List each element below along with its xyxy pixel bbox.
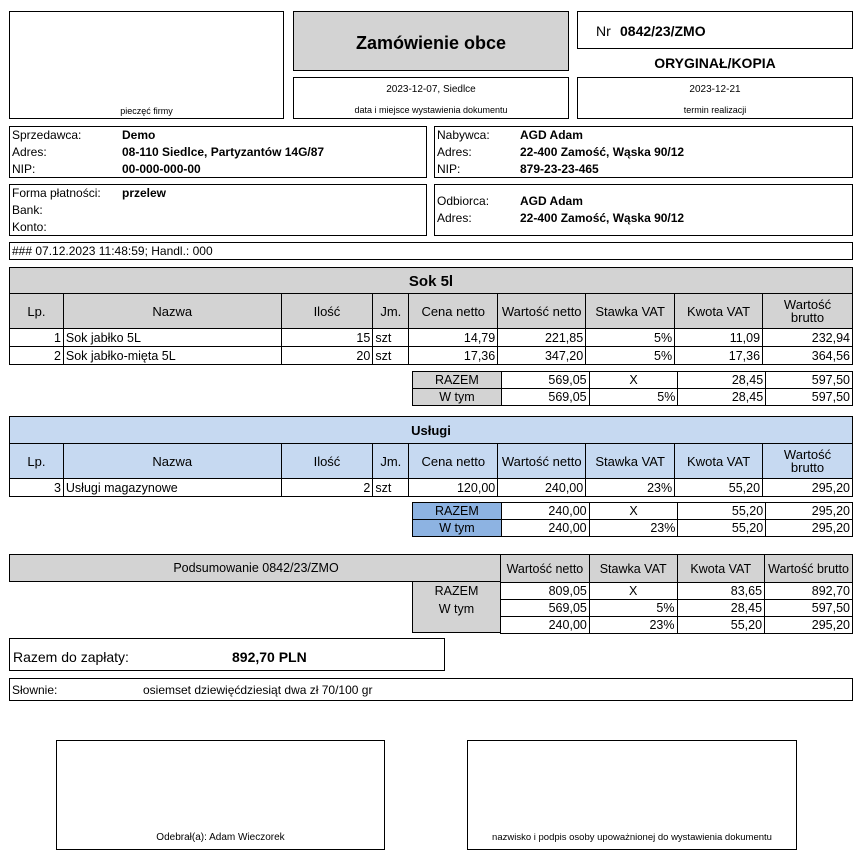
razem-gross: 597,50 — [766, 372, 853, 389]
summary-vat: 55,20 — [677, 617, 765, 634]
wtym-gross: 295,20 — [766, 520, 853, 537]
summary-col-rate: Stawka VAT — [589, 555, 677, 583]
buyer-label: Nabywca: — [437, 128, 490, 142]
document-number: 0842/23/ZMO — [620, 23, 706, 39]
cell-qty: 15 — [281, 329, 373, 347]
col-lp: Lp. — [10, 444, 64, 479]
summary-net: 240,00 — [501, 617, 590, 634]
cell-qty: 2 — [281, 479, 373, 497]
issue-label: data i miejsce wystawienia dokumentu — [354, 105, 508, 115]
seller-nip-label: NIP: — [12, 162, 36, 176]
summary-table — [500, 554, 853, 634]
section2-totals — [412, 502, 853, 537]
cell-name: Sok jabłko-mięta 5L — [63, 347, 281, 365]
authorized-signature-box — [467, 740, 797, 850]
to-pay-label: Razem do zapłaty: — [13, 649, 129, 665]
document-title: Zamówienie obce — [355, 33, 507, 53]
col-gross-line2: brutto — [790, 460, 825, 475]
summary-row — [501, 600, 853, 617]
due-label: termin realizacji — [683, 105, 747, 115]
summary-net: 569,05 — [501, 600, 590, 617]
summary-col-net: Wartość netto — [501, 555, 590, 583]
payment-method-label: Forma płatności: — [12, 186, 101, 200]
col-qty: Ilość — [281, 294, 373, 329]
cell-qty: 20 — [281, 347, 373, 365]
cell-lp: 1 — [10, 329, 64, 347]
summary-label-box — [412, 581, 501, 633]
col-qty: Ilość — [281, 444, 373, 479]
section2-title-bar — [9, 416, 853, 444]
cell-vat: 17,36 — [675, 347, 763, 365]
payment-box — [9, 184, 427, 236]
recipient-name: AGD Adam — [520, 194, 583, 208]
wtym-rate: 5% — [589, 389, 678, 406]
buyer-address: 22-400 Zamość, Wąska 90/12 — [520, 145, 685, 159]
due-date: 2023-12-21 — [689, 84, 741, 95]
col-vat-amount: Kwota VAT — [675, 294, 763, 329]
table-row — [10, 329, 853, 347]
section2-title: Usługi — [411, 423, 451, 438]
issue-date-place: 2023-12-07, Siedlce — [386, 84, 476, 95]
recipient-label: Odbiorca: — [437, 194, 490, 208]
number-prefix: Nr — [596, 23, 611, 39]
cell-rate: 5% — [586, 329, 675, 347]
cell-gross: 364,56 — [763, 347, 853, 365]
col-net-price: Cena netto — [409, 444, 498, 479]
document-title-box — [293, 11, 569, 71]
cell-unit: szt — [373, 329, 409, 347]
seller-name: Demo — [122, 128, 156, 142]
wtym-gross: 597,50 — [766, 389, 853, 406]
buyer-nip-label: NIP: — [437, 162, 461, 176]
wtym-vat: 28,45 — [678, 389, 766, 406]
razem-vat: 55,20 — [678, 503, 766, 520]
wtym-label: W tym — [413, 389, 502, 406]
razem-rate: X — [589, 372, 678, 389]
buyer-name: AGD Adam — [520, 128, 583, 142]
summary-razem-label: RAZEM — [434, 584, 479, 598]
summary-gross: 295,20 — [765, 617, 853, 634]
wtym-vat: 55,20 — [678, 520, 766, 537]
recipient-address: 22-400 Zamość, Wąska 90/12 — [520, 211, 685, 225]
section1-totals — [412, 371, 853, 406]
seller-nip: 00-000-000-00 — [122, 162, 201, 176]
col-net-value: Wartość netto — [498, 444, 586, 479]
summary-gross: 892,70 — [765, 583, 853, 600]
razem-label: RAZEM — [413, 503, 502, 520]
wtym-rate: 23% — [589, 520, 678, 537]
col-gross — [763, 444, 853, 479]
totals-row-razem — [413, 372, 853, 389]
meta-line: ### 07.12.2023 11:48:59; Handl.: 000 — [12, 244, 213, 258]
col-name: Nazwa — [63, 444, 281, 479]
in-words-text: osiemset dziewięćdziesiąt dwa zł 70/100 gr — [143, 683, 373, 697]
col-vat-rate: Stawka VAT — [586, 294, 675, 329]
summary-vat: 83,65 — [677, 583, 765, 600]
in-words-box — [9, 678, 853, 701]
razem-gross: 295,20 — [766, 503, 853, 520]
recipient-address-label: Adres: — [437, 211, 472, 225]
col-gross-line1: Wartość — [783, 297, 832, 312]
col-lp: Lp. — [10, 294, 64, 329]
buyer-address-label: Adres: — [437, 145, 472, 159]
section2-header-row — [10, 444, 853, 479]
seller-label: Sprzedawca: — [12, 128, 82, 142]
cell-net: 221,85 — [498, 329, 586, 347]
section1-table — [9, 293, 853, 365]
stamp-label: pieczęć firmy — [120, 106, 173, 116]
cell-gross: 232,94 — [763, 329, 853, 347]
col-gross — [763, 294, 853, 329]
summary-col-vat: Kwota VAT — [677, 555, 765, 583]
razem-net: 569,05 — [501, 372, 589, 389]
received-signature-box — [56, 740, 385, 850]
bank-label: Bank: — [12, 203, 43, 217]
payment-method: przelew — [122, 186, 167, 200]
totals-row-wtym — [413, 520, 853, 537]
summary-net: 809,05 — [501, 583, 590, 600]
seller-address: 08-110 Siedlce, Partyzantów 14G/87 — [122, 145, 325, 159]
cell-net: 347,20 — [498, 347, 586, 365]
col-name: Nazwa — [63, 294, 281, 329]
summary-rate: 23% — [589, 617, 677, 634]
section2-table — [9, 443, 853, 497]
summary-rate: X — [589, 583, 677, 600]
copy-label: ORYGINAŁ/KOPIA — [654, 55, 776, 71]
summary-col-gross: Wartość brutto — [765, 555, 853, 583]
in-words-label: Słownie: — [12, 683, 58, 697]
document-number-box — [577, 11, 853, 49]
summary-row — [501, 583, 853, 600]
col-unit: Jm. — [373, 444, 409, 479]
summary-header-row — [501, 555, 853, 583]
buyer-nip: 879-23-23-465 — [520, 162, 599, 176]
cell-lp: 3 — [10, 479, 64, 497]
to-pay-amount: 892,70 PLN — [232, 649, 307, 665]
col-unit: Jm. — [373, 294, 409, 329]
to-pay-box — [9, 638, 445, 671]
cell-unit: szt — [373, 347, 409, 365]
cell-gross: 295,20 — [763, 479, 853, 497]
cell-name: Sok jabłko 5L — [63, 329, 281, 347]
cell-price: 14,79 — [409, 329, 498, 347]
cell-rate: 5% — [586, 347, 675, 365]
razem-vat: 28,45 — [678, 372, 766, 389]
cell-price: 120,00 — [409, 479, 498, 497]
wtym-label: W tym — [413, 520, 502, 537]
col-vat-amount: Kwota VAT — [675, 444, 763, 479]
recipient-box — [434, 184, 853, 236]
seller-address-label: Adres: — [12, 145, 47, 159]
summary-vat: 28,45 — [677, 600, 765, 617]
razem-label: RAZEM — [413, 372, 502, 389]
col-gross-line2: brutto — [790, 310, 825, 325]
table-row — [10, 347, 853, 365]
summary-rate: 5% — [589, 600, 677, 617]
cell-unit: szt — [373, 479, 409, 497]
summary-title: Podsumowanie 0842/23/ZMO — [173, 561, 339, 575]
buyer-box — [434, 126, 853, 178]
cell-name: Usługi magazynowe — [63, 479, 281, 497]
issue-date-box — [293, 77, 569, 119]
cell-lp: 2 — [10, 347, 64, 365]
col-net-price: Cena netto — [409, 294, 498, 329]
cell-vat: 55,20 — [675, 479, 763, 497]
summary-wtym-label: W tym — [438, 602, 475, 616]
totals-row-razem — [413, 503, 853, 520]
summary-gross: 597,50 — [765, 600, 853, 617]
received-by: Odebrał(a): Adam Wieczorek — [156, 832, 285, 843]
section1-title-bar — [9, 267, 853, 294]
meta-line-box — [9, 242, 853, 260]
cell-net: 240,00 — [498, 479, 586, 497]
section1-title: Sok 5l — [408, 273, 454, 290]
cell-rate: 23% — [586, 479, 675, 497]
summary-row — [501, 617, 853, 634]
col-net-value: Wartość netto — [498, 294, 586, 329]
summary-title-bar — [9, 554, 501, 582]
wtym-net: 240,00 — [501, 520, 589, 537]
section1-header-row — [10, 294, 853, 329]
table-row — [10, 479, 853, 497]
wtym-net: 569,05 — [501, 389, 589, 406]
seller-box — [9, 126, 427, 178]
razem-net: 240,00 — [501, 503, 589, 520]
razem-rate: X — [589, 503, 678, 520]
totals-row-wtym — [413, 389, 853, 406]
account-label: Konto: — [12, 220, 47, 234]
company-stamp-box — [9, 11, 284, 119]
col-vat-rate: Stawka VAT — [586, 444, 675, 479]
col-gross-line1: Wartość — [783, 447, 832, 462]
cell-vat: 11,09 — [675, 329, 763, 347]
cell-price: 17,36 — [409, 347, 498, 365]
due-date-box — [577, 77, 853, 119]
authorized-signature-label: nazwisko i podpis osoby upoważnionej do wystawienia dokumentu — [492, 832, 772, 843]
